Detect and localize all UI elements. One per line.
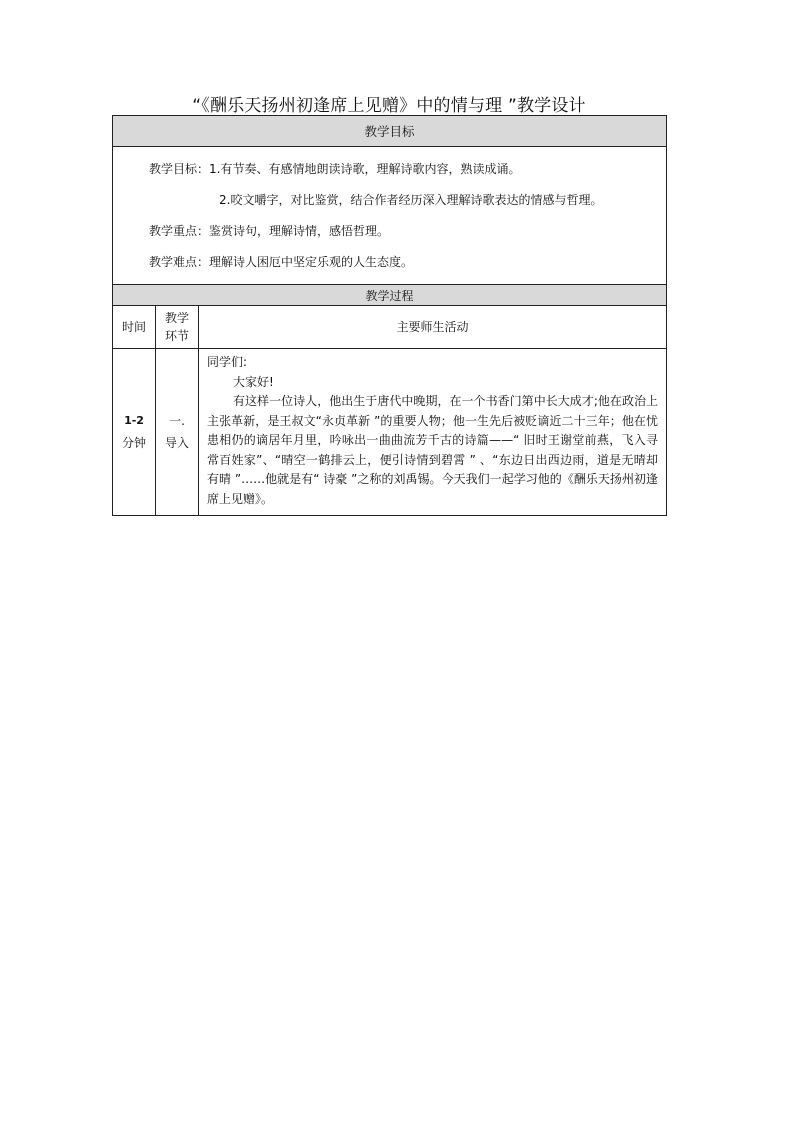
process-header-row xyxy=(113,285,667,306)
segment-name: 导入 xyxy=(164,436,189,450)
goal-2: 2.咬文嚼字，对比鉴赏，结合作者经历深入理解诗歌表达的情感与哲理。 xyxy=(219,193,603,207)
process-section-label: 教学过程 xyxy=(113,285,667,306)
difficulty: 教学难点：理解诗人困厄中坚定乐观的人生态度。 xyxy=(149,255,414,269)
objectives-content-row xyxy=(113,147,667,285)
activity-body: 有这样一位诗人，他出生于唐代中晚期，在一个书香门第中长大成才;他在政治上主张革新，是王叔文“永贞革新 ”的重要人物；他一生先后被贬谪近二十三年；他在忧患相仍的谪居年月里，吟咏出一曲曲流芳千古的诗篇——“ 旧时王谢堂前燕，飞入寻常百姓家”、“晴空一鹤排云上，便引诗情到碧霄 ” 、“东边日出西边雨，道是无晴却有晴 ”……他就是有“ 诗豪 ”之称的刘禹锡。今天我们一起学习他的《酬乐天扬州初逢席上见赠》。 xyxy=(207,394,659,506)
objectives-content xyxy=(113,147,667,285)
document-title: “《酬乐天扬州初逢席上见赠》中的情与理 ”教学设计 xyxy=(192,96,586,116)
segment-column-header xyxy=(156,306,199,349)
activity-hello: 大家好! xyxy=(233,374,274,389)
table-row xyxy=(113,349,667,516)
time-cell xyxy=(113,349,156,516)
segment-cell xyxy=(156,349,199,516)
segment-number: 一. xyxy=(169,414,185,428)
objectives-header-row xyxy=(113,116,667,147)
segment-header-line2: 环节 xyxy=(164,329,189,343)
activity-greeting: 同学们: xyxy=(207,355,248,369)
activity-cell xyxy=(199,349,667,516)
segment-header-line1: 教学 xyxy=(164,311,189,325)
time-column-header: 时间 xyxy=(113,306,156,349)
time-value: 1-2 xyxy=(124,414,144,427)
column-header-row xyxy=(113,306,667,349)
key-point: 教学重点：鉴赏诗句，理解诗情，感悟哲理。 xyxy=(149,224,390,238)
objectives-section-label: 教学目标 xyxy=(113,116,667,147)
lesson-plan-table xyxy=(112,115,667,516)
goal-1: 教学目标：1.有节奏、有感情地朗读诗歌，理解诗歌内容，熟读成诵。 xyxy=(149,162,521,176)
time-unit: 分钟 xyxy=(121,436,146,450)
activity-column-header: 主要师生活动 xyxy=(199,306,667,349)
